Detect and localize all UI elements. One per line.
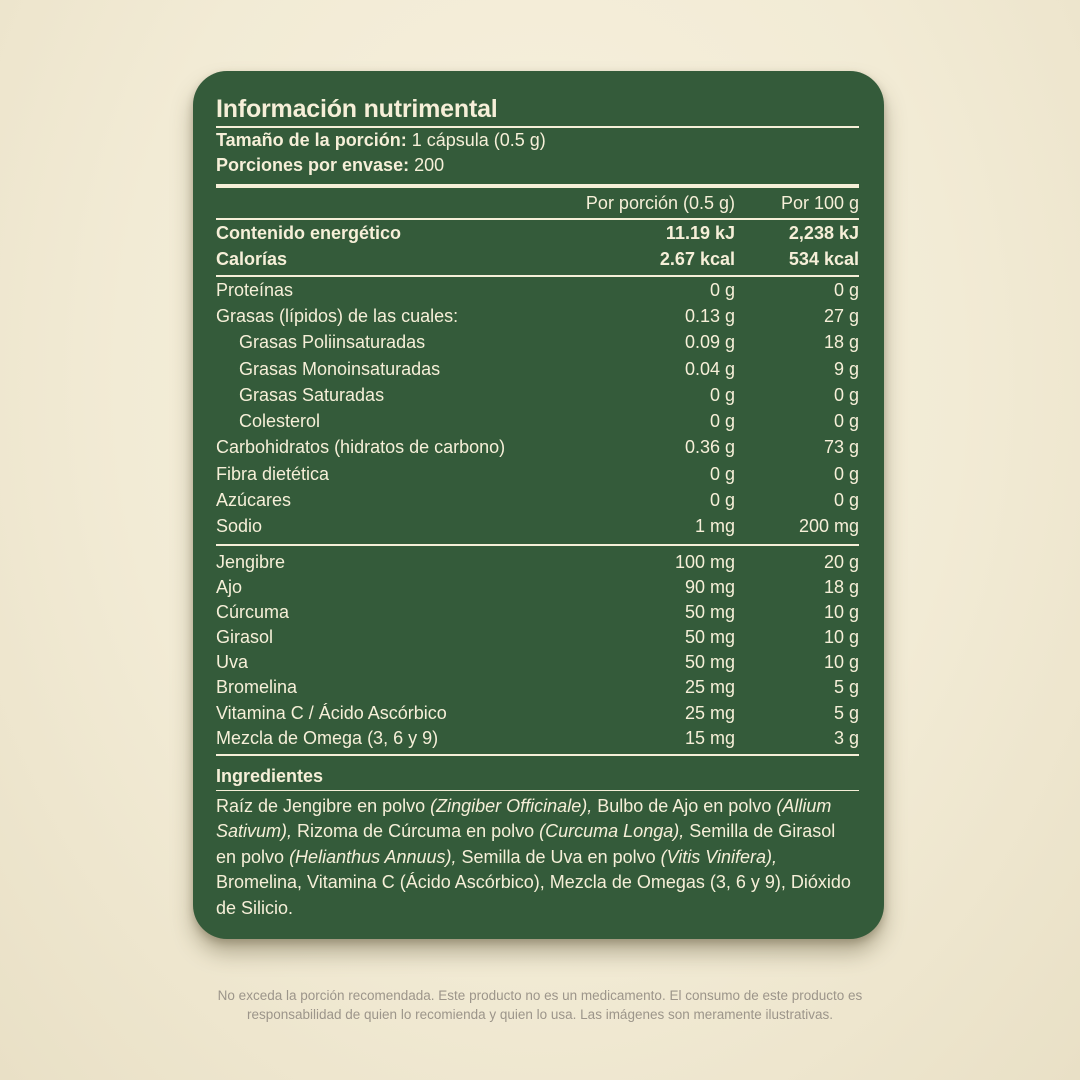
row-per-100g: 0 g bbox=[833, 463, 859, 484]
ingredients-text bbox=[216, 794, 859, 922]
table-row bbox=[216, 330, 859, 356]
row-per-100g: 10 g bbox=[823, 652, 859, 673]
label-title: Información nutrimental bbox=[216, 95, 498, 123]
row-per-serving: 50 mg bbox=[684, 627, 735, 648]
ingredients-title: Ingredientes bbox=[216, 765, 324, 786]
ingredient-text-segment: Semilla de Girasol en polvo bbox=[216, 821, 836, 867]
row-per-100g: 20 g bbox=[823, 552, 859, 573]
ingredient-text-segment: Bulbo de Ajo en polvo bbox=[592, 795, 777, 816]
ingredient-scientific-name: (Allium Sativum), bbox=[216, 795, 832, 842]
row-name: Azúcares bbox=[216, 490, 292, 511]
row-per-100g: 200 mg bbox=[798, 516, 859, 537]
row-per-100g: 0 g bbox=[833, 279, 859, 300]
row-per-serving: 0.36 g bbox=[684, 437, 735, 458]
row-name: Grasas Saturadas bbox=[239, 384, 385, 405]
column-header-row bbox=[216, 188, 859, 218]
table-row bbox=[216, 550, 859, 575]
divider-hair bbox=[216, 790, 859, 791]
row-per-serving: 2.67 kcal bbox=[659, 248, 735, 269]
disclaimer-line-2: responsabilidad de quien lo recomienda y quien lo usa. Las imágenes son meramente ilustrativas. bbox=[246, 1007, 834, 1022]
table-row bbox=[216, 356, 859, 382]
row-name: Mezcla de Omega (3, 6 y 9) bbox=[216, 727, 439, 748]
table-row bbox=[216, 487, 859, 513]
table-row bbox=[216, 514, 859, 540]
row-per-serving: 0 g bbox=[709, 384, 735, 405]
divider bbox=[216, 754, 859, 756]
row-per-100g: 18 g bbox=[823, 577, 859, 598]
row-per-serving: 0 g bbox=[709, 490, 735, 511]
row-name: Uva bbox=[216, 652, 249, 673]
table-row bbox=[216, 382, 859, 408]
nutrition-facts-content bbox=[216, 93, 859, 921]
row-per-serving: 50 mg bbox=[684, 652, 735, 673]
table-row bbox=[216, 461, 859, 487]
row-per-serving: 0 g bbox=[709, 463, 735, 484]
row-per-serving: 0.13 g bbox=[684, 305, 735, 326]
serving-size-label: Tamaño de la porción: bbox=[216, 130, 407, 150]
row-name: Ajo bbox=[216, 577, 243, 598]
row-per-serving: 0 g bbox=[709, 279, 735, 300]
row-per-serving: 0.04 g bbox=[684, 358, 735, 379]
row-name: Colesterol bbox=[239, 411, 321, 432]
disclaimer-line-1: No exceda la porción recomendada. Este producto no es un medicamento. El consumo de este producto es bbox=[217, 988, 863, 1003]
ingredient-scientific-name: (Helianthus Annuus), bbox=[289, 846, 457, 867]
row-per-100g: 10 g bbox=[823, 627, 859, 648]
table-row bbox=[216, 701, 859, 726]
serving-size-value: 1 cápsula (0.5 g) bbox=[411, 130, 546, 150]
table-row bbox=[216, 408, 859, 434]
serving-size-row bbox=[216, 128, 859, 153]
row-per-100g: 18 g bbox=[823, 332, 859, 353]
row-per-serving: 90 mg bbox=[684, 577, 735, 598]
row-name: Sodio bbox=[216, 516, 263, 537]
row-per-serving: 0.09 g bbox=[684, 332, 735, 353]
row-per-100g: 5 g bbox=[833, 702, 859, 723]
table-row bbox=[216, 675, 859, 700]
servings-value: 200 bbox=[414, 155, 445, 175]
servings-per-container-row bbox=[216, 153, 859, 178]
ingredient-text-segment: Raíz de Jengibre en polvo bbox=[216, 795, 431, 816]
row-per-serving: 25 mg bbox=[684, 677, 735, 698]
ingredient-scientific-name: (Curcuma Longa), bbox=[539, 821, 685, 842]
row-per-serving: 50 mg bbox=[684, 602, 735, 623]
row-name: Bromelina bbox=[216, 677, 298, 698]
ingredient-text-segment: Semilla de Uva en polvo bbox=[456, 846, 661, 867]
table-row bbox=[216, 277, 859, 303]
row-name: Contenido energético bbox=[216, 222, 402, 243]
nutrient-rows bbox=[216, 277, 859, 540]
energy-rows bbox=[216, 220, 859, 272]
table-row bbox=[216, 726, 859, 751]
table-row bbox=[216, 220, 859, 246]
row-per-100g: 9 g bbox=[833, 358, 859, 379]
row-per-serving: 1 mg bbox=[694, 516, 735, 537]
row-name: Grasas (lípidos) de las cuales: bbox=[216, 305, 459, 326]
row-per-serving: 0 g bbox=[709, 411, 735, 432]
row-per-100g: 0 g bbox=[833, 384, 859, 405]
nutrition-facts-card bbox=[193, 71, 884, 939]
row-name: Fibra dietética bbox=[216, 463, 330, 484]
ingredient-amount-rows bbox=[216, 550, 859, 751]
row-name: Grasas Monoinsaturadas bbox=[239, 358, 441, 379]
table-row bbox=[216, 246, 859, 272]
row-per-serving: 15 mg bbox=[684, 727, 735, 748]
row-per-serving: 25 mg bbox=[684, 702, 735, 723]
row-per-100g: 5 g bbox=[833, 677, 859, 698]
table-row bbox=[216, 435, 859, 461]
servings-label: Porciones por envase: bbox=[216, 155, 410, 175]
row-name: Proteínas bbox=[216, 279, 294, 300]
row-per-100g: 534 kcal bbox=[788, 248, 859, 269]
row-per-100g: 3 g bbox=[833, 727, 859, 748]
table-row bbox=[216, 625, 859, 650]
ingredient-scientific-name: (Vitis Vinifera), bbox=[660, 846, 777, 867]
row-per-100g: 0 g bbox=[833, 490, 859, 511]
row-per-serving: 11.19 kJ bbox=[665, 222, 735, 243]
column-header-per-100g: Por 100 g bbox=[780, 192, 859, 213]
row-name: Carbohidratos (hidratos de carbono) bbox=[216, 437, 506, 458]
row-name: Jengibre bbox=[216, 552, 286, 573]
row-name: Girasol bbox=[216, 627, 274, 648]
disclaimer bbox=[100, 986, 980, 1024]
row-name: Calorías bbox=[216, 248, 288, 269]
ingredient-text-segment: Rizoma de Cúrcuma en polvo bbox=[292, 821, 540, 842]
table-row bbox=[216, 650, 859, 675]
row-per-100g: 2,238 kJ bbox=[788, 222, 859, 243]
table-row bbox=[216, 575, 859, 600]
row-per-serving: 100 mg bbox=[674, 552, 735, 573]
row-per-100g: 27 g bbox=[823, 305, 859, 326]
row-per-100g: 10 g bbox=[823, 602, 859, 623]
row-per-100g: 0 g bbox=[833, 411, 859, 432]
row-name: Grasas Poliinsaturadas bbox=[239, 332, 426, 353]
table-row bbox=[216, 600, 859, 625]
row-per-100g: 73 g bbox=[823, 437, 859, 458]
row-name: Cúrcuma bbox=[216, 602, 290, 623]
column-header-per-serving: Por porción (0.5 g) bbox=[585, 192, 735, 213]
row-name: Vitamina C / Ácido Ascórbico bbox=[216, 702, 447, 723]
ingredient-text-segment: Bromelina, Vitamina C (Ácido Ascórbico), Mezcla de Omegas (3, 6 y 9), Dióxido de Silicio. bbox=[216, 872, 851, 918]
table-row bbox=[216, 303, 859, 329]
ingredient-scientific-name: (Zingiber Officinale), bbox=[430, 795, 593, 816]
